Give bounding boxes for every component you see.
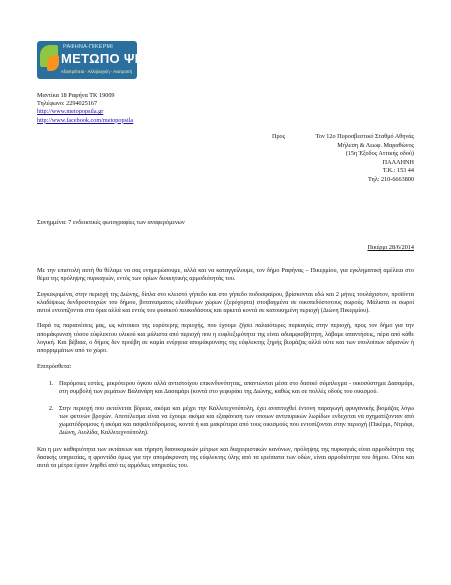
recipient-line: Τηλ: 210-6663800: [367, 175, 414, 183]
facebook-link[interactable]: http://www.facebook.com/metopopsila: [37, 116, 134, 124]
metopo-psila-logo: [37, 41, 164, 79]
letter-body: [37, 267, 414, 478]
sender-block: [37, 92, 133, 125]
list-item: 2. Στην περιοχή που εκτείνεται βόρεια, ακόμα και μέχρι την Καλλιτεχνούπολη, έχει αναπτυχθεί έντονη παραγωγή φρυγανικής βιομάζας λόγω των φετινών βροχών. Αποτέλεσμα είναι να έχουμε ακόμα και εξαφάνιση των οποιων αντιπυρικών λωρίδων ενδεχεται να σχηματίζονταν από χωματόδρομους ή ακόμα και ασφαλτόδρομους, κοντά ή και μακρύτερα από τους οικισμούς που εντοπίζονται στην περιοχή (Πικέρμι, Ντράφι, Διώνη, Αιολίδα, Καλλιτεχνούπολη).: [55, 405, 414, 438]
logo-name-text: ΜΕΤΩΠΟ ΨΗΛΑ: [61, 51, 164, 66]
logo-location-text: ΡΑΦΗΝΑ-ΠΙΚΕΡΜΙ: [63, 44, 114, 50]
body-paragraph: Με την επιστολή αυτή θα θέλαμε να σας ενημερώσουμε, αλλά και να καταγγείλουμε, τον δήμο Ραφήνας – Πικερμίου, για εγκληματική αμέλεια στο θέμα της πρόληψης πυρκαγιών, εντός των ορίων διοικητικής αρμοδιότητάς του.: [37, 267, 414, 283]
logo-tagline: Αξιοπρέπεια - Αλληλεγγύη - Ανατροπή: [61, 69, 132, 74]
website-link[interactable]: http://www.metopopsila.gr: [37, 108, 104, 116]
to-label: Προς: [272, 133, 286, 140]
recipient-line: Τ.Κ.: 153 44: [382, 167, 414, 174]
list-lead: Επιπρόσθετα:: [37, 362, 72, 370]
recipient-line: ΠΑΛΛΗΝΗ: [382, 158, 414, 166]
body-paragraph: Συγκεκριμένα, στην περιοχή της Διώνης, δίπλα στο κλειστό γήπεδο και στο γήπεδο ποδοσφαίρου, βρίσκονται εδώ και 2 μήνες τουλάχιστον, προϊόντα κλαδέψεως δενδροστοιχιών του δήμου, βοτανισματος ελεύθερων χώρων (ξερόχορτα) στοιβαγμένα σε οικοπεδόστοτους σωρούς. Μάλιστα οι σωροί αυτοί εντοπίζονται στα όρια αλλά και εντός του φυσικού πευκοδάσους και αρκετά κοντά σε κατοικημένη περιοχή (Διώνη Πικερμίου).: [37, 290, 414, 315]
attachments-note: Συνημμένα: 7 ενδεικτικές φωτογραφίες των αναφερόμενων: [37, 219, 185, 226]
orange-leaf-icon: [47, 55, 59, 71]
list-item: 1. Παρόμοιες εστίες, μικρότερου όγκου αλλά αντιστοίχου επικινδυνότητας, απαντώνται μέσα στο δασικό σύμπλεγμα - οικοσύστημα Δασαμάρι, στη συμβολή των ρεμάτων Βαλανάρη και Δασαμάρι (κοντά στο γεφυράκι της Διώνης, καθώς και σε πολλές οδούς του οικισμού.: [55, 380, 414, 397]
letter-date: Πικέρμι 28/6/2014: [367, 244, 414, 251]
issues-list: [37, 380, 414, 438]
sender-phone: Τηλέφωνο: 2294025167: [37, 100, 98, 108]
closing-paragraph: Και η μεν καθαριότητα των εκτάσεων και τήρηση δασοκομικών μέτρων και διαχειριστικών κανόνων, πρόληψης της πυρκαγιάς είναι αρμοδιότητα της δασικής υπηρεσίας, η φροντίδα όμως για την απομάκρυνση της εύφλεκτης ύλης από τα ερείπιατα των οδών, είναι αρμοδιότητα του δήμου. Ούτε και αυτά τα μέτρα έχουν ληφθεί από τις αρμόδιες υπηρεσίες του.: [37, 445, 414, 470]
sender-address: Μαντίκα 18 Ραφήνα ΤΚ 19009: [37, 92, 115, 99]
recipient-line: Μήλεση & Λεωφ. Μαραθώνος: [337, 141, 414, 149]
recipient-block: [264, 133, 414, 184]
body-paragraph: Παρά τις παραινέσεις μας, ως κάτοικοι της ευρύτερης περιοχής, που έχουμε ζήσει παλαιότερες πυρκαγιές στην περιοχή, προς τον δήμο για την απομάκρυνση τόσου εύφλεκτου υλικού και μάλιστα από περιοχή που η ευφλεξιμότητα της είναι αδιαμφισβήτητη, λάβαμε απαντήσεις, πέρα από κάθε λογική. Και βέβαια, ο δήμος δεν προέβη σε καμία ενέργεια απομάκρυνσης της εύφλεκτης ξηρής βιομάζας αλλά ούτε και των υπολοίπων αδρανών ή απορριμμάτων από το χώρο.: [37, 322, 414, 355]
recipient-line: Τον 12ο Πυροσβεστικό Σταθμό Αθηνάς: [315, 133, 414, 140]
recipient-line: (15η Έξοδος Αττικής οδού): [345, 150, 414, 157]
